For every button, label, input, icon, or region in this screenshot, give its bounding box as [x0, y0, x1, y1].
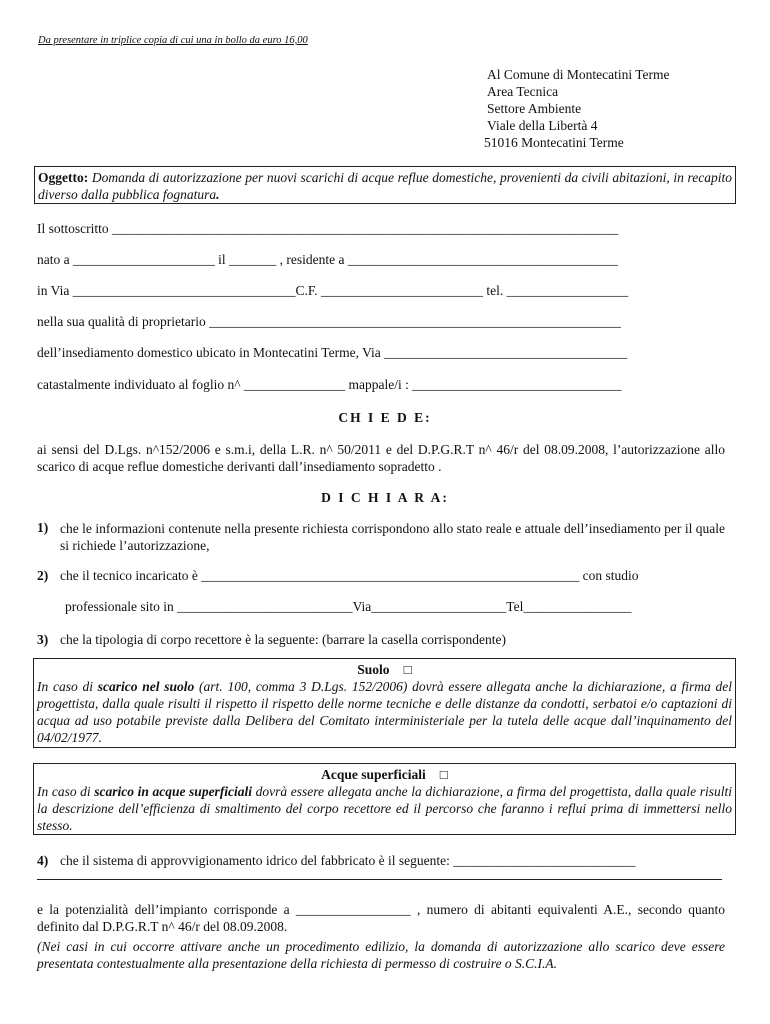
field-insediamento[interactable]: dell’insediamento domestico ubicato in Montecatini Terme, Via ____________________________________: [37, 345, 628, 360]
subject-box: [34, 166, 736, 204]
suolo-box: [33, 658, 736, 748]
chiede-text: ai sensi del D.Lgs. n^152/2006 e s.m.i, della L.R. n^ 50/2011 e del D.P.G.R.T n^ 46/r del 08.09.2008, l’autorizzazione allo scarico di acque reflue domestiche derivanti dall’insediamento sopradetto .: [37, 442, 725, 474]
acque-text: [37, 783, 732, 834]
item-3-number: 3): [37, 632, 49, 647]
suolo-heading: [37, 661, 732, 678]
final-note: (Nei casi in cui occorre attivare anche un procedimento edilizio, la domanda di autorizzazione allo scarico deve essere presentata contestualmente alla presentazione della richiesta di permesso di costruire o S.C.I.A.: [37, 939, 725, 971]
acque-text-post: dovrà essere allegata anche la dichiarazione, a firma del progettista, dalla quale risulti la descrizione dell’efficienza di smaltimento del corpo recettore ed il percorso che faranno i reflui prima di immettersi nello stesso.: [37, 784, 732, 833]
header-note: Da presentare in triplice copia di cui una in bollo da euro 16,00: [38, 35, 308, 46]
item-2-line-1[interactable]: che il tecnico incaricato è ________________________________________________________ con studio: [60, 568, 639, 583]
suolo-text-pre: In caso di: [37, 679, 98, 694]
field-nato-residente[interactable]: nato a _____________________ il _______ , residente a ________________________________________: [37, 252, 618, 267]
recipient-line-4: Viale della Libertà 4: [487, 118, 598, 133]
acque-box: [33, 763, 736, 835]
dichiara-title: D I C H I A R A:: [321, 490, 449, 505]
recipient-line-5: 51016 Montecatini Terme: [484, 135, 624, 150]
field-sottoscritto[interactable]: Il sottoscritto ___________________________________________________________________________: [37, 221, 619, 236]
field-via-cf-tel[interactable]: in Via _________________________________C.F. ________________________ tel. __________________: [37, 283, 629, 298]
item-4-text[interactable]: che il sistema di approvvigionamento idrico del fabbricato è il seguente: ___________________________: [60, 853, 636, 868]
recipient-address: [484, 66, 670, 151]
subject-label: Oggetto:: [38, 170, 89, 185]
acque-text-pre: In caso di: [37, 784, 95, 799]
acque-text-bold: scarico in acque superficiali: [94, 784, 253, 799]
recipient-line-3: Settore Ambiente: [487, 101, 582, 116]
potenzialita-text[interactable]: e la potenzialità dell’impianto corrisponde a _________________ , numero di abitanti equivalenti A.E., secondo quanto definito dal D.P.G.R.T n^ 46/r del 08.09.2008.: [37, 902, 725, 934]
suolo-text-post: (art. 100, comma 3 D.Lgs. 152/2006) dovrà essere allegata anche la dichiarazione, a firma del progettista, dalla quale risulti il rispetto il rispetto delle norme tecniche e delle distanze da condotti, serbatoi e/o captazioni di acqua ad uso potabile previste dalla Delibera del Comitato interministeriale per la tutela delle acque dall’inquinamento del 04/02/1977.: [37, 679, 732, 745]
acque-heading: [37, 766, 732, 783]
chiede-title: CH I E D E:: [338, 410, 432, 425]
acque-checkbox[interactable]: □: [439, 767, 448, 782]
item-4-blank-line[interactable]: [37, 879, 722, 880]
acque-title: Acque superficiali: [321, 767, 426, 782]
item-4-number: 4): [37, 853, 49, 868]
field-catasto[interactable]: catastalmente individuato al foglio n^ _______________ mappale/i : _______________________________: [37, 377, 622, 392]
field-qualita[interactable]: nella sua qualità di proprietario _____________________________________________________________: [37, 314, 621, 329]
suolo-text: [37, 678, 732, 746]
item-2-number: 2): [37, 568, 49, 583]
suolo-text-bold: scarico nel suolo: [97, 679, 195, 694]
item-1-text: che le informazioni contenute nella presente richiesta corrispondono allo stato reale e attuale dell’insediamento per il quale si richiede l’autorizzazione,: [60, 521, 725, 553]
recipient-line-1: Al Comune di Montecatini Terme: [487, 67, 670, 82]
subject-text: Domanda di autorizzazione per nuovi scarichi di acque reflue domestiche, provenienti da civili abitazioni, in recapito diverso dalla pubblica fognatura: [38, 170, 732, 202]
item-2-line-2[interactable]: professionale sito in __________________________Via____________________Tel________________: [65, 599, 632, 614]
item-1-number: 1): [37, 520, 49, 535]
recipient-line-2: Area Tecnica: [487, 84, 559, 99]
suolo-title: Suolo: [357, 662, 390, 677]
item-3-text: che la tipologia di corpo recettore è la seguente: (barrare la casella corrispondente): [60, 632, 507, 647]
subject-end: .: [216, 187, 220, 202]
suolo-checkbox[interactable]: □: [403, 662, 412, 677]
